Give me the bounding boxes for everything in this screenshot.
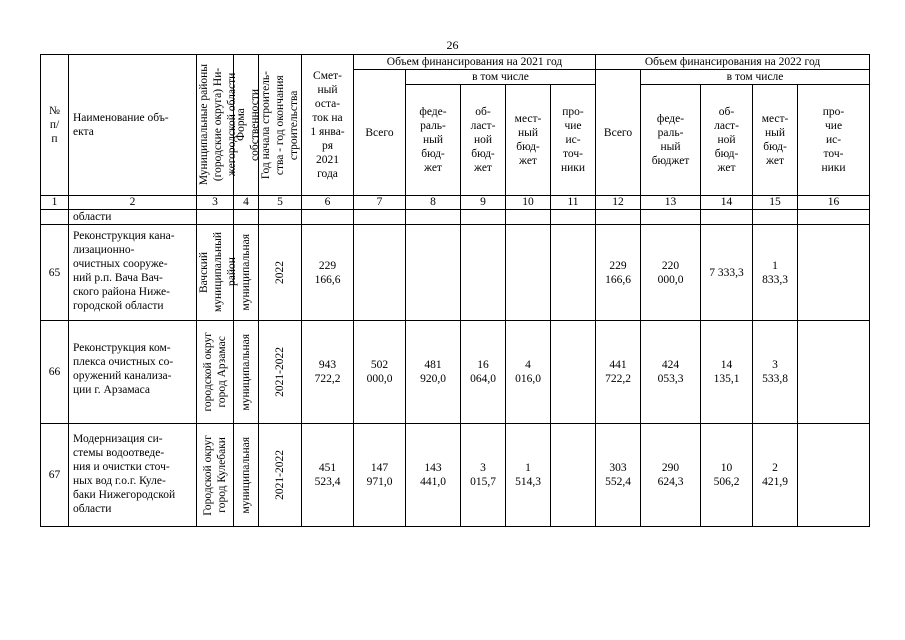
empty-cell [197,210,234,225]
header-incl-2021: в том числе [406,70,596,85]
header-total-2021: Всего [354,70,406,196]
header-regional-2022: об- ласт- ной бюд- жет [701,85,753,196]
row-federal-2021: 143 441,0 [406,424,461,527]
continuation-text: области [69,210,197,225]
header-other-2021: про- чие ис- точ- ники [551,85,596,196]
row-regional-2022: 14 135,1 [701,321,753,424]
header-name: Наименование объ- екта [69,55,197,196]
column-number: 7 [354,196,406,210]
row-total-2021: 502 000,0 [354,321,406,424]
row-ownership-text: муниципальная [240,333,252,411]
financing-table [40,54,870,527]
row-name: Реконструкция ком- плекса очистных со- оружений канализа- ции г. Арзамаса [69,321,197,424]
row-federal-2022: 424 053,3 [641,321,701,424]
column-number: 5 [259,196,302,210]
header-years-text: Год начала строитель- ства - год окончания строительства [260,70,300,180]
row-num: 67 [41,424,69,527]
row-ownership [234,321,259,424]
page-number: 26 [446,38,459,52]
header-district [197,55,238,196]
row-years-text: 2021-2022 [274,450,286,500]
header-federal-2022: феде- раль- ный бюджет [641,85,701,196]
row-local-2021: 4 016,0 [506,321,551,424]
header-total-2022: Всего [596,70,641,196]
row-regional-2021 [461,225,506,321]
row-local-2022: 3 533,8 [753,321,798,424]
row-total-2021: 147 971,0 [354,424,406,527]
column-number: 2 [69,196,197,210]
row-total-2022: 303 552,4 [596,424,641,527]
empty-cell [596,210,641,225]
column-number: 16 [798,196,870,210]
row-name: Реконструкция кана- лизационно- очистных сооруже- ний р.п. Вача Вач- ского района Ниже- городской области [69,225,197,321]
header-local-2021: мест- ный бюд- жет [506,85,551,196]
row-federal-2021: 481 920,0 [406,321,461,424]
empty-cell [701,210,753,225]
header-ownership-text: Форма собственности [235,89,261,161]
row-other-2022 [798,225,870,321]
table-row-66 [41,321,870,424]
row-local-2021 [506,225,551,321]
empty-cell [551,210,596,225]
column-number: 3 [197,196,234,210]
row-local-2022: 2 421,9 [753,424,798,527]
row-years-text: 2021-2022 [274,347,286,397]
empty-cell [461,210,506,225]
column-number: 1 [41,196,69,210]
row-years-text: 2022 [274,261,286,284]
empty-cell [259,210,302,225]
row-years [259,424,302,527]
empty-cell [753,210,798,225]
row-num: 66 [41,321,69,424]
row-federal-2022: 220 000,0 [641,225,701,321]
header-remainder: Смет- ный оста- ток на 1 янва- ря 2021 года [302,55,354,196]
row-district [197,321,234,424]
header-fin2021: Объем финансирования на 2021 год [354,55,596,70]
column-number: 12 [596,196,641,210]
empty-cell [641,210,701,225]
row-total-2022: 441 722,2 [596,321,641,424]
header-num: № п/ п [41,55,69,196]
row-other-2021 [551,321,596,424]
header-row-1 [41,55,870,70]
continuation-row [41,210,870,225]
row-total-2021 [354,225,406,321]
header-district-text: Муниципальные районы (городские округа) Ни- жегородской области [198,64,238,186]
header-fin2022: Объем финансирования на 2022 год [596,55,870,70]
row-total-2022: 229 166,6 [596,225,641,321]
column-number: 9 [461,196,506,210]
row-years [259,225,302,321]
table-row-65 [41,225,870,321]
empty-cell [302,210,354,225]
row-other-2021 [551,225,596,321]
column-number: 8 [406,196,461,210]
row-district [197,225,238,321]
header-years [259,55,302,196]
column-number: 13 [641,196,701,210]
empty-cell [41,210,69,225]
empty-cell [406,210,461,225]
row-district-text: городской округ город Арзамас [202,332,228,412]
row-regional-2022: 10 506,2 [701,424,753,527]
column-number: 15 [753,196,798,210]
row-ownership-text: муниципальная [240,234,252,311]
row-other-2022 [798,321,870,424]
row-num: 65 [41,225,69,321]
row-regional-2021: 3 015,7 [461,424,506,527]
row-regional-2022: 7 333,3 [701,225,753,321]
column-number: 11 [551,196,596,210]
row-years [259,321,302,424]
row-name: Модернизация си- стемы водоотведе- ния и очистки сточ- ных вод г.о.г. Куле- баки Нижегородской области [69,424,197,527]
row-other-2022 [798,424,870,527]
column-number: 4 [234,196,259,210]
column-number: 10 [506,196,551,210]
header-other-2022: про- чие ис- точ- ники [798,85,870,196]
row-local-2021: 1 514,3 [506,424,551,527]
row-remainder: 229 166,6 [302,225,354,321]
row-regional-2021: 16 064,0 [461,321,506,424]
row-ownership-text: муниципальная [240,436,252,514]
row-remainder: 943 722,2 [302,321,354,424]
row-district [197,424,234,527]
row-federal-2022: 290 624,3 [641,424,701,527]
column-number: 6 [302,196,354,210]
empty-cell [506,210,551,225]
row-district-text: Вачский муниципальный район [198,232,238,313]
row-other-2021 [551,424,596,527]
row-ownership [234,424,259,527]
column-number-row [41,196,870,210]
column-number: 14 [701,196,753,210]
row-remainder: 451 523,4 [302,424,354,527]
row-local-2022: 1 833,3 [753,225,798,321]
row-federal-2021 [406,225,461,321]
empty-cell [354,210,406,225]
empty-cell [234,210,259,225]
header-federal-2021: феде- раль- ный бюд- жет [406,85,461,196]
header-regional-2021: об- ласт- ной бюд- жет [461,85,506,196]
table-row-67 [41,424,870,527]
empty-cell [798,210,870,225]
header-local-2022: мест- ный бюд- жет [753,85,798,196]
row-district-text: Городской округ город Кулебаки [202,434,228,516]
header-incl-2022: в том числе [641,70,870,85]
